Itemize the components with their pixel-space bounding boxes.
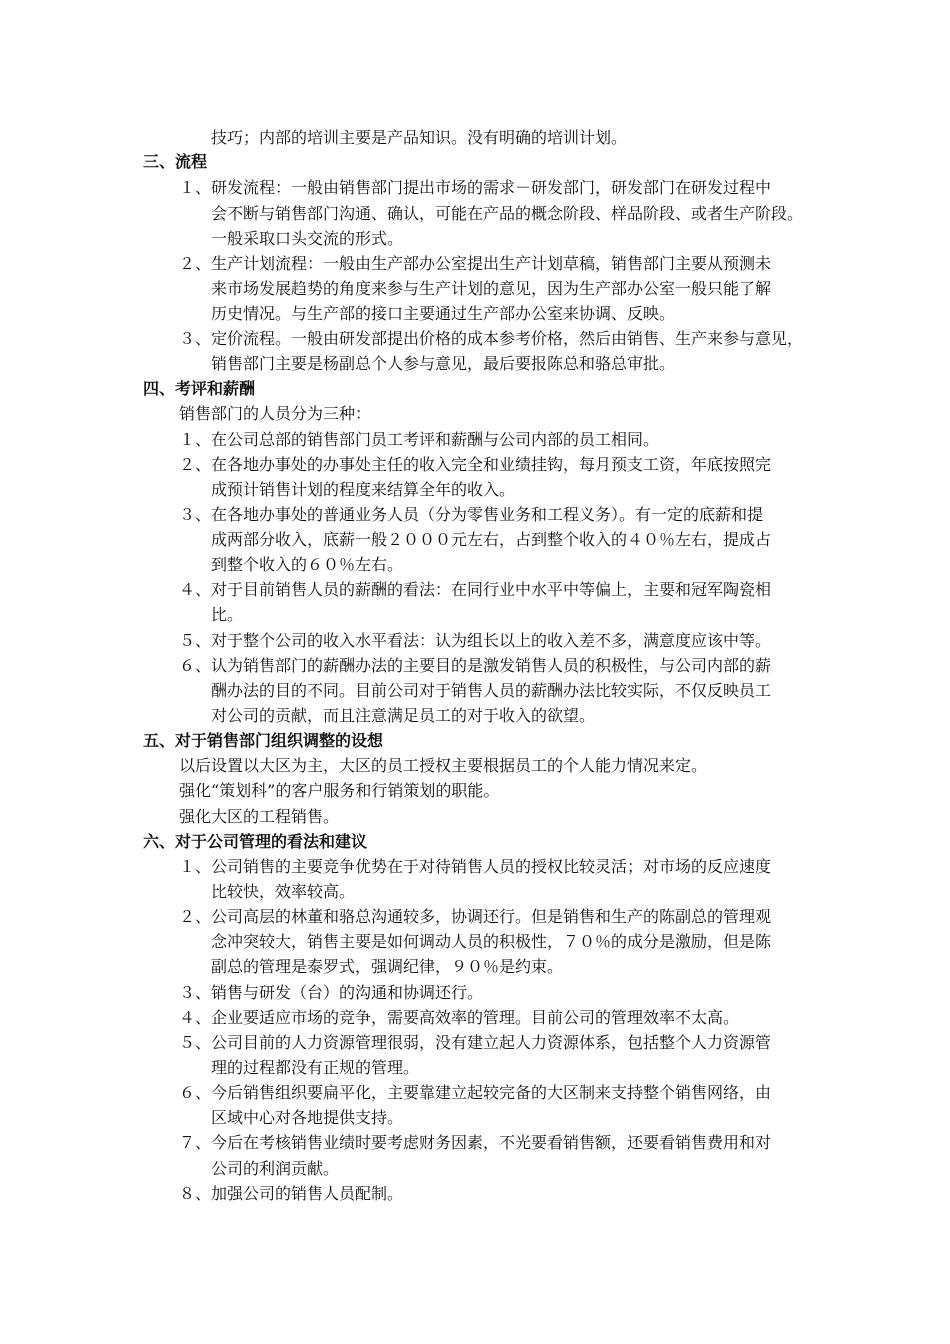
- item-number: １、: [179, 857, 212, 876]
- s6-item-6-first-line: ６、今后销售组织要扁平化，主要靠建立起较完备的大区制来支持整个销售网络，由: [179, 1081, 771, 1105]
- s3-item-3-first-line: ３、定价流程。一般由研发部提出价格的成本参考价格，然后由销售、生产来参与意见，: [179, 327, 803, 351]
- s6-item-7-line: 公司的利润贡献。: [211, 1159, 340, 1178]
- section-6-heading: 六、对于公司管理的看法和建议: [143, 832, 368, 851]
- s4-item-5-first-line: ５、对于整个公司的收入水平看法：认为组长以上的收入差不多，满意度应该中等。: [179, 629, 771, 653]
- s4-item-3-first-line: ３、在各地办事处的普通业务人员（分为零售业务和工程义务）。有一定的底薪和提: [179, 503, 763, 527]
- item-number: ２、: [179, 907, 212, 926]
- s3-item-3-line: 销售部门主要是杨副总个人参与意见，最后要报陈总和骆总审批。: [211, 354, 676, 373]
- item-number: ６、: [179, 1083, 212, 1102]
- s6-item-1-first-line: １、公司销售的主要竞争优势在于对待销售人员的授权比较灵活；对市场的反应速度: [179, 855, 771, 879]
- s4-item-2-first-line: ２、在各地办事处的办事处主任的收入完全和业绩挂钩，每月预支工资，年底按照完: [179, 453, 771, 477]
- s5-paragraph: 强化“策划科”的客户服务和行销策划的职能。: [179, 781, 500, 800]
- s3-item-2-first-line: ２、生产计划流程：一般由生产部办公室提出生产计划草稿，销售部门主要从预测未: [179, 252, 771, 276]
- item-number: ４、: [179, 1008, 212, 1027]
- item-number: ６、: [179, 656, 212, 675]
- s6-item-4-first-line: ４、企业要适应市场的竞争，需要高效率的管理。目前公司的管理效率不太高。: [179, 1006, 739, 1030]
- item-number: ３、: [179, 329, 212, 348]
- section-5-heading: 五、对于销售部门组织调整的设想: [143, 731, 384, 750]
- s3-item-1-first-line: １、研发流程：一般由销售部门提出市场的需求－研发部门，研发部门在研发过程中: [179, 176, 771, 200]
- s4-item-1-first-line: １、在公司总部的销售部门员工考评和薪酬与公司内部的员工相同。: [179, 428, 659, 452]
- s4-item-6-line: 酬办法的目的不同。目前公司对于销售人员的薪酬办法比较实际，不仅反映员工: [211, 681, 772, 700]
- item-number: ４、: [179, 580, 212, 599]
- item-number: ２、: [179, 254, 212, 273]
- s5-paragraph: 以后设置以大区为主，大区的员工授权主要根据员工的个人能力情况来定。: [179, 756, 708, 775]
- s6-item-8-first-line: ８、加强公司的销售人员配制。: [179, 1182, 403, 1206]
- item-number: １、: [179, 178, 212, 197]
- s6-item-5-line: 理的过程都没有正规的管理。: [211, 1058, 420, 1077]
- item-number: ５、: [179, 1033, 212, 1052]
- s3-item-2-line: 来市场发展趋势的角度来参与生产计划的意见，因为生产部办公室一般只能了解: [211, 279, 772, 298]
- s3-item-1-line: 一般采取口头交流的形式。: [211, 229, 404, 248]
- item-number: ８、: [179, 1184, 212, 1203]
- s5-paragraph: 强化大区的工程销售。: [179, 807, 340, 826]
- s6-item-2-line: 副总的管理是泰罗式，强调纪律，９０％是约束。: [211, 957, 564, 976]
- item-number: ２、: [179, 455, 212, 474]
- s4-item-2-line: 成预计销售计划的程度来结算全年的收入。: [211, 480, 516, 499]
- s3-item-1-line: 会不断与销售部门沟通、确认，可能在产品的概念阶段、样品阶段、或者生产阶段。: [211, 204, 804, 223]
- s4-item-3-line: 到整个收入的６０％左右。: [211, 555, 404, 574]
- item-number: ７、: [179, 1133, 212, 1152]
- s4-item-4-line: 比。: [211, 605, 244, 624]
- s4-intro: 销售部门的人员分为三种：: [179, 404, 372, 423]
- s6-item-2-line: 念冲突较大，销售主要是如何调动人员的积极性，７０％的成分是激励，但是陈: [211, 932, 772, 951]
- s6-item-7-first-line: ７、今后在考核销售业绩时要考虑财务因素，不光要看销售额，还要看销售费用和对: [179, 1131, 771, 1155]
- item-number: ３、: [179, 505, 212, 524]
- s6-item-5-first-line: ５、公司目前的人力资源管理很弱，没有建立起人力资源体系，包括整个人力资源管: [179, 1031, 771, 1055]
- s6-item-2-first-line: ２、公司高层的林董和骆总沟通较多，协调还行。但是销售和生产的陈副总的管理观: [179, 905, 771, 929]
- item-number: １、: [179, 430, 212, 449]
- s3-item-2-line: 历史情况。与生产部的接口主要通过生产部办公室来协调、反映。: [211, 304, 676, 323]
- s4-item-6-first-line: ６、认为销售部门的薪酬办法的主要目的是激发销售人员的积极性，与公司内部的薪: [179, 654, 771, 678]
- section-3-heading: 三、流程: [143, 152, 208, 171]
- s4-item-3-line: 成两部分收入，底薪一般２０００元左右，占到整个收入的４０％左右，提成占: [211, 530, 772, 549]
- s4-item-4-first-line: ４、对于目前销售人员的薪酬的看法：在同行业中水平中等偏上，主要和冠军陶瓷相: [179, 578, 771, 602]
- s6-item-3-first-line: ３、销售与研发（台）的沟通和协调还行。: [179, 981, 483, 1005]
- item-number: ５、: [179, 631, 212, 650]
- s6-item-6-line: 区域中心对各地提供支持。: [211, 1108, 404, 1127]
- section-4-heading: 四、考评和薪酬: [143, 379, 256, 398]
- lead-continuation: 技巧；内部的培训主要是产品知识。没有明确的培训计划。: [211, 128, 628, 147]
- s4-item-6-line: 对公司的贡献，而且注意满足员工的对于收入的欲望。: [211, 706, 596, 725]
- s6-item-1-line: 比较快，效率较高。: [211, 882, 356, 901]
- item-number: ３、: [179, 983, 212, 1002]
